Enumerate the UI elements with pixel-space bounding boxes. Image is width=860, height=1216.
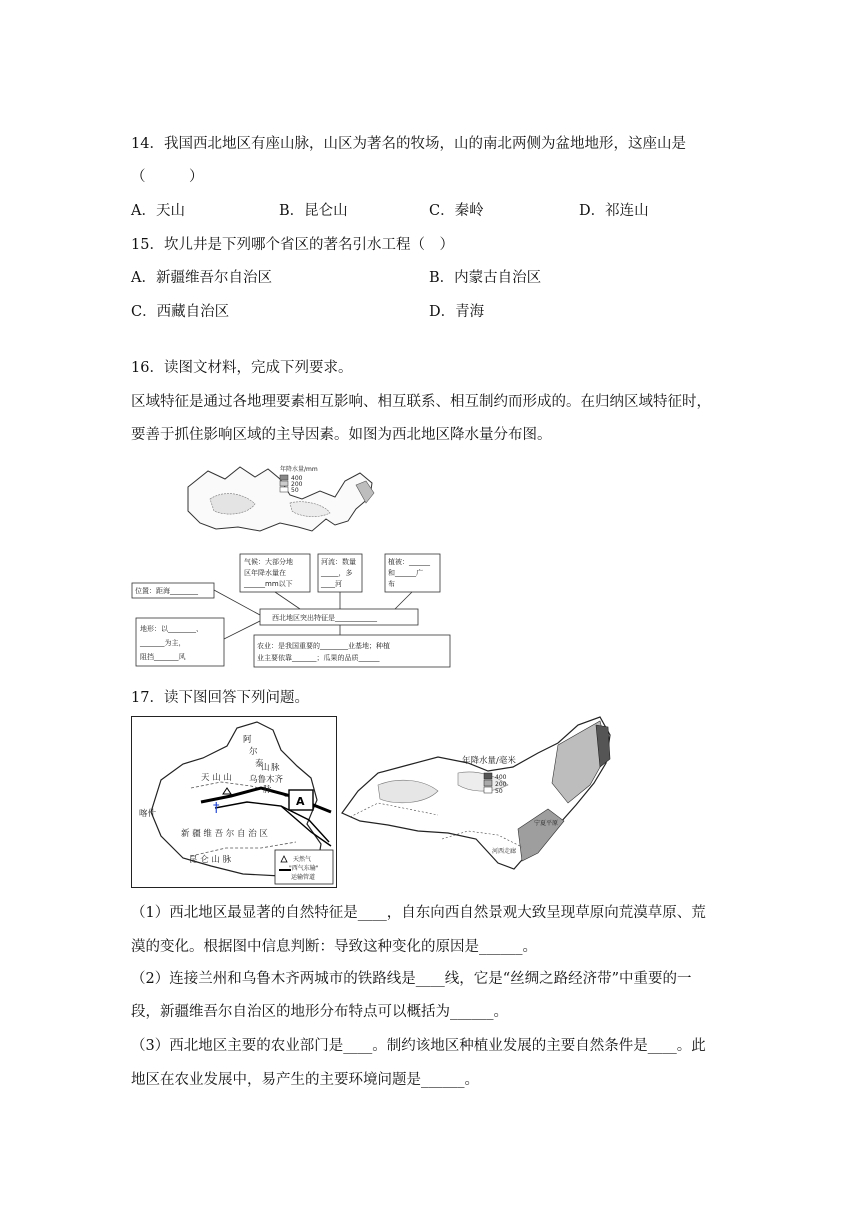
q14-paren: （ ）	[131, 169, 204, 185]
q16-figure	[130, 459, 460, 669]
q17-legend-pipeline: "西气东输"	[289, 865, 319, 872]
q16-paragraph-1: 区域特征是通过各地理要素相互影响、相互联系、相互制约而形成的。在归纳区域特征时，	[131, 394, 711, 410]
q16-river-line-1: 河流：数量	[321, 558, 356, 566]
q16-river-line-2: _____，多	[321, 569, 353, 577]
q17-label-mai: 脉	[271, 763, 280, 773]
q16-map-legend	[280, 465, 318, 494]
q16-terrain-line-3: 阻挡_______风	[140, 653, 186, 661]
q14-option-a: A．天山	[131, 203, 185, 219]
q17-stem: 17．读下图回答下列问题。	[131, 690, 309, 706]
q16-climate-line-3: ______mm以下	[244, 580, 293, 588]
q16-legend-200: 200	[291, 481, 303, 488]
q15-option-a: A．新疆维吾尔自治区	[131, 270, 272, 286]
q16-veg-line-1: 植被：______	[388, 558, 430, 566]
q14-stem: 14．我国西北地区有座山脉，山区为著名的牧场，山的南北两侧为盆地地形，这座山是	[131, 136, 686, 152]
q17-label-xinjiang: 新 疆 维 吾 尔 自 治 区	[181, 829, 268, 839]
q17-sub1-line-1: （1）西北地区最显著的自然特征是____，自东向西自然景观大致呈现草原向荒漠草原、荒	[131, 905, 706, 921]
q17-sub3-line-2: 地区在农业发展中，易产生的主要环境问题是______。	[131, 1072, 479, 1088]
q17-blue-marker: †	[213, 801, 220, 816]
q16-terrain-line-2: _______为主，	[140, 639, 186, 647]
q16-paragraph-2: 要善于抓住影响区域的主导因素。如图为西北地区降水量分布图。	[131, 427, 552, 443]
q15-option-b: B．内蒙古自治区	[429, 270, 542, 286]
q17-xinjiang-map	[131, 716, 337, 888]
q17-sub2-line-2: 段，新疆维吾尔自治区的地形分布特点可以概括为______。	[131, 1004, 508, 1020]
q17-sub3-line-1: （3）西北地区主要的农业部门是____。制约该地区种植业发展的主要自然条件是____。此	[131, 1038, 706, 1054]
q16-agri-line-2: 业主要依靠_______；瓜果的品质______	[257, 654, 380, 662]
q17-right-legend-400: 400	[495, 774, 507, 781]
q17-precip-map	[338, 713, 628, 875]
q17-legend-gas: 天然气	[293, 856, 312, 863]
q17-sub2-line-1: （2）连接兰州和乌鲁木齐两城市的铁路线是____线，它是“丝绸之路经济带”中重要的一	[131, 971, 692, 987]
q17-label-tianshan: 天 山 山	[201, 773, 232, 783]
q17-label-shan: 山	[261, 763, 270, 773]
q16-legend-50: 50	[291, 487, 299, 494]
q17-label-kashgar: 喀什	[139, 809, 157, 819]
q17-label-urumqi: 乌鲁木齐	[249, 775, 284, 785]
q17-label-er: 尔	[249, 747, 258, 757]
q16-center-text: 西北地区突出特征是____________	[272, 614, 377, 622]
q17-label-kunlun: 昆 仑 山 脉	[189, 855, 232, 865]
q16-veg-line-3: 布	[388, 580, 395, 588]
q17-legend-transport: 运输管道	[291, 874, 316, 881]
q14-option-b: B．昆仑山	[279, 203, 348, 219]
q15-stem: 15．坎儿井是下列哪个省区的著名引水工程（ ）	[131, 237, 454, 253]
q17-right-legend-200: 200	[495, 781, 507, 788]
q16-terrain-line-1: 地形：以________、	[140, 625, 203, 633]
q16-climate-line-2: 区年降水量在	[244, 569, 286, 577]
q17-label-a: 阿	[243, 735, 252, 745]
q17-label-mai2: 脉	[263, 785, 272, 795]
q16-legend-title: 年降水量/mm	[280, 466, 318, 473]
q17-right-legend-title: 年降水量/毫米	[462, 756, 516, 766]
q17-sub1-line-2: 漠的变化。根据图中信息判断：导致这种变化的原因是______。	[131, 939, 537, 955]
q17-right-legend-50: 50	[495, 788, 503, 795]
q17-label-tai: 泰	[255, 759, 264, 769]
q17-box-a-label: A	[296, 795, 305, 808]
q16-stem: 16．读图文材料，完成下列要求。	[131, 360, 353, 376]
q17-label-hexi: 河西走廊	[492, 848, 517, 855]
q14-option-d: D．祁连山	[579, 203, 649, 219]
q16-legend-400: 400	[291, 475, 303, 482]
q16-climate-line-1: 气候：大部分地	[244, 558, 293, 566]
q16-agri-line-1: 农业：是我国重要的________业基地；种植	[257, 642, 390, 650]
q16-veg-line-2: 和______广	[388, 569, 423, 577]
q16-position-text: 位置：距海________	[135, 587, 198, 595]
q15-option-d: D．青海	[429, 304, 485, 320]
q15-option-c: C．西藏自治区	[131, 304, 230, 320]
q17-label-ningxia: 宁夏平原	[534, 820, 559, 827]
q16-box-agriculture	[254, 635, 450, 667]
q14-option-c: C．秦岭	[429, 203, 484, 219]
q16-river-line-3: ____河	[321, 580, 342, 588]
